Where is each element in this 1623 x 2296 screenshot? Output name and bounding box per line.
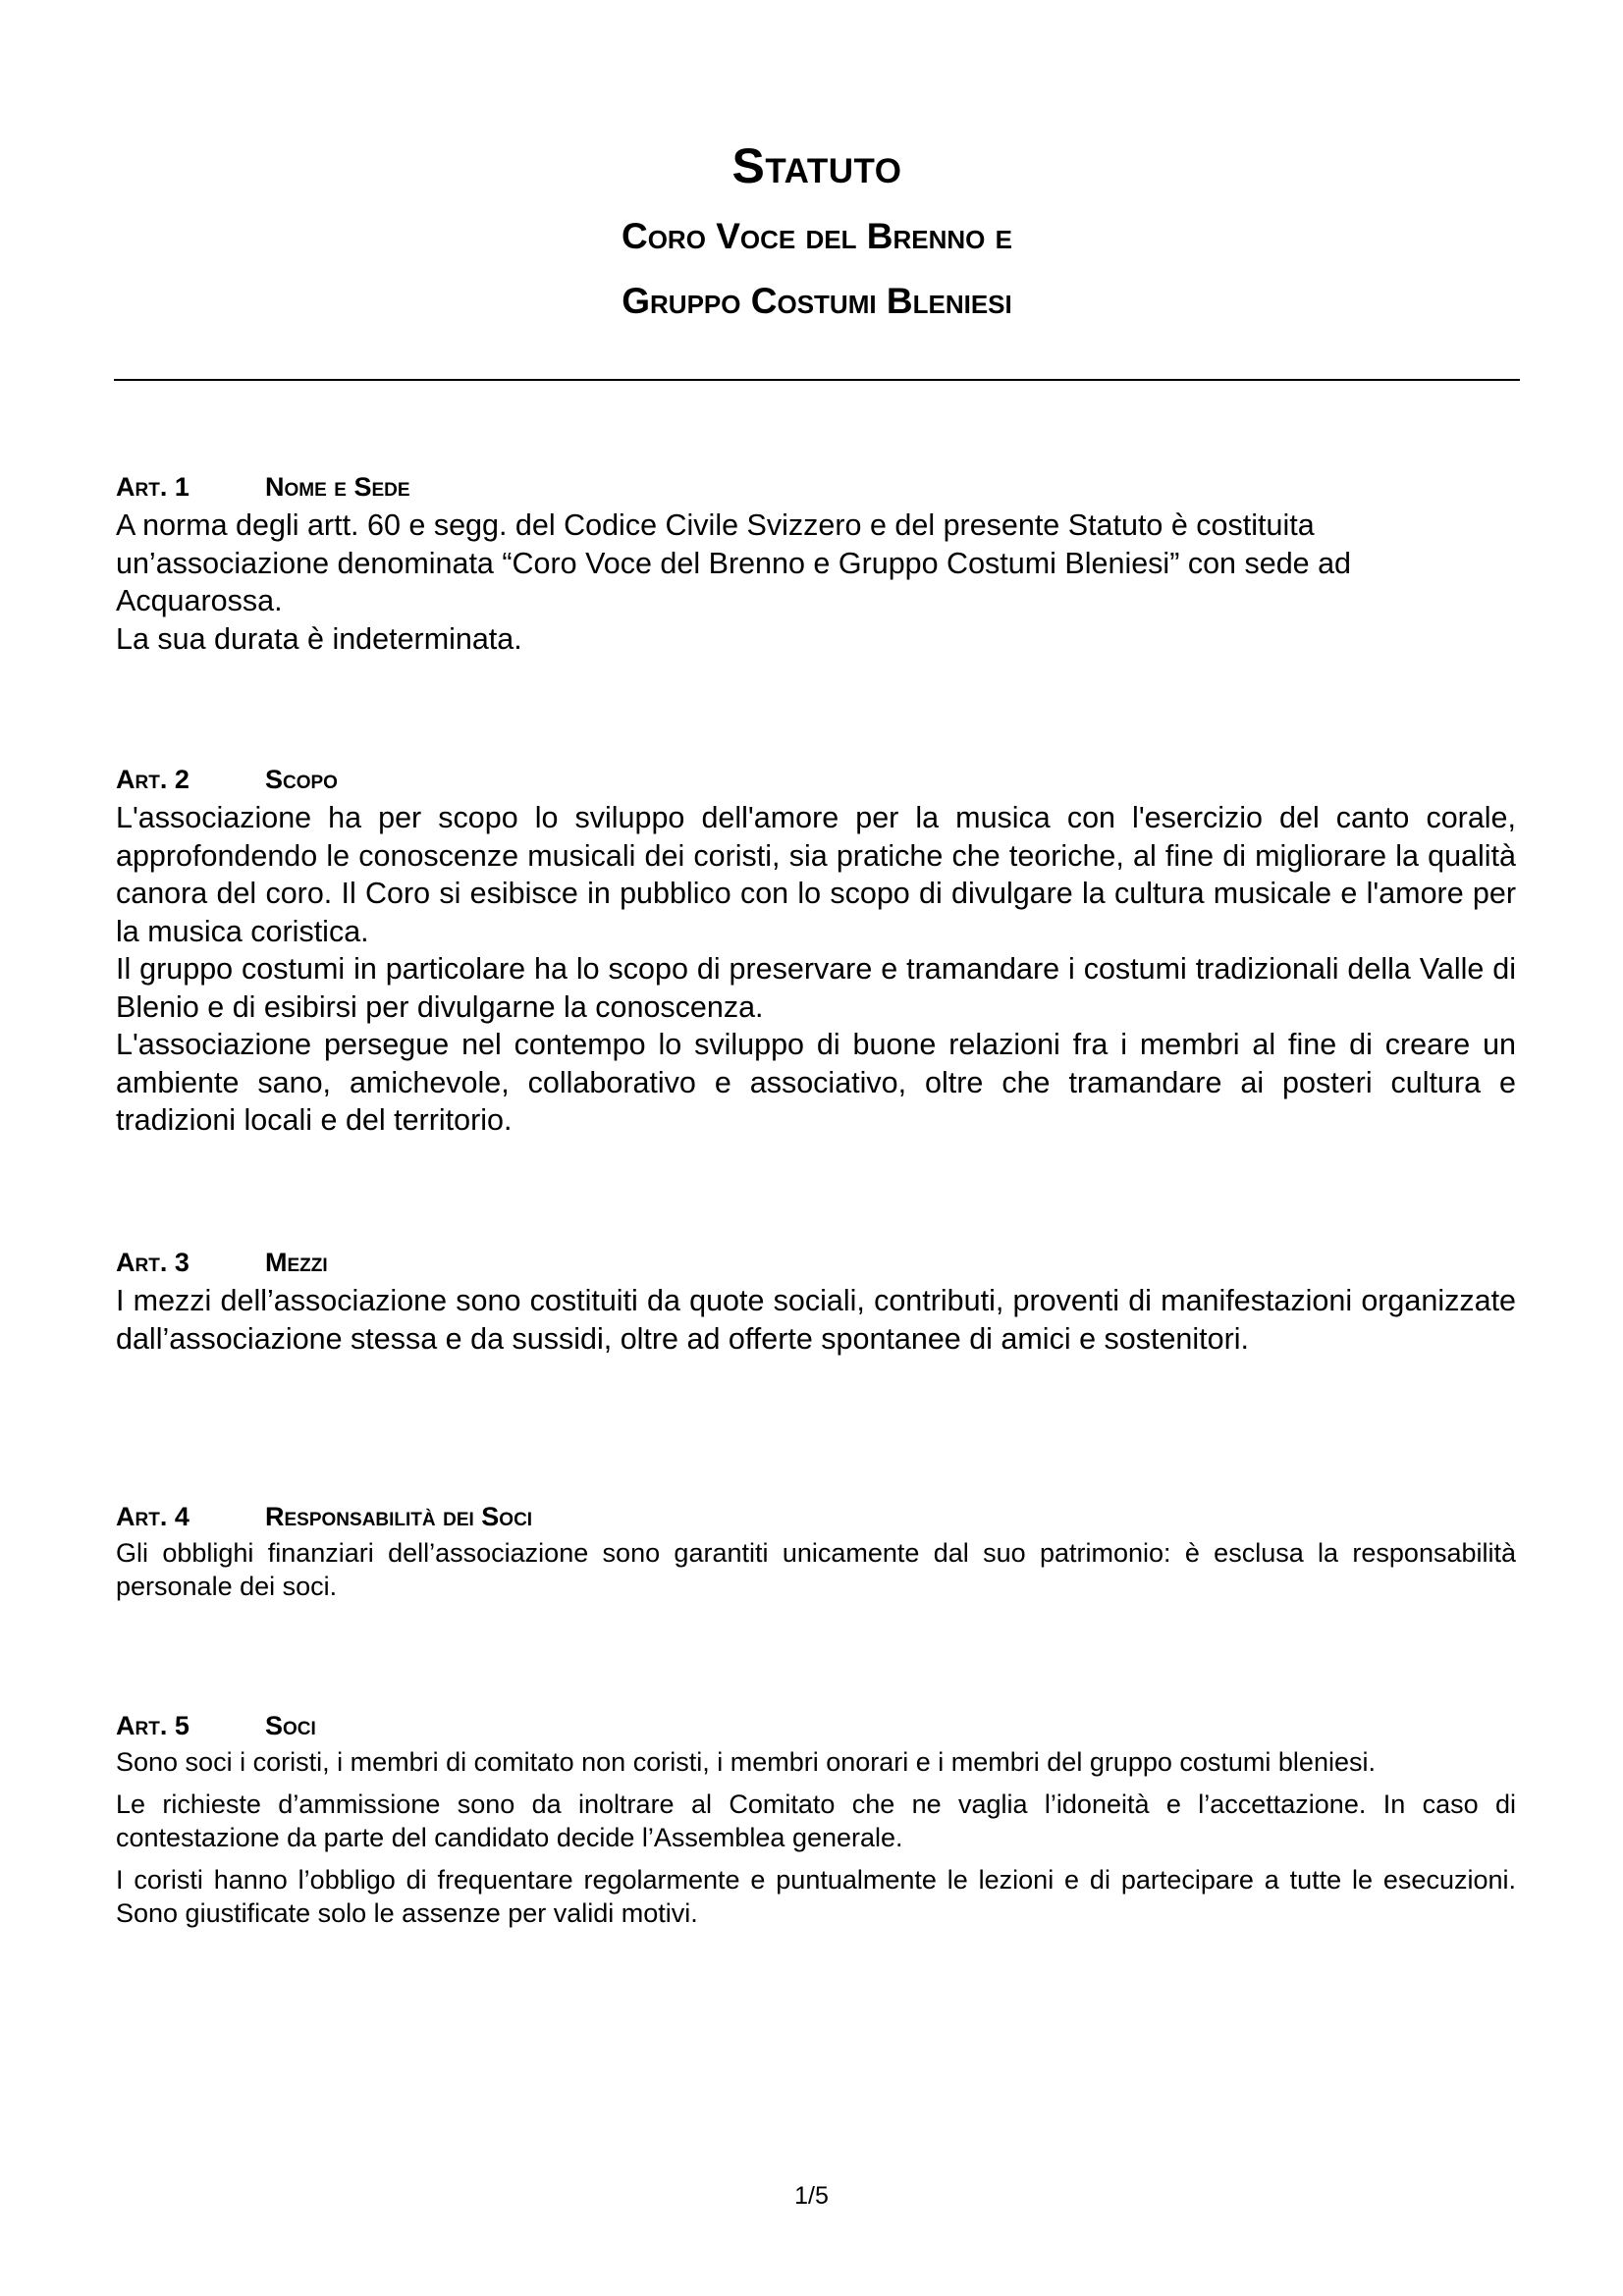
article-number: Art. 2 [116, 765, 189, 794]
article-number: Art. 3 [116, 1248, 189, 1277]
article-title: Nome e Sede [265, 472, 410, 502]
article-paragraph: A norma degli artt. 60 e segg. del Codice Civile Svizzero e del presente Statuto è costituita un’associazione denominata “Coro Voce del Brenno e Gruppo Costumi Bleniesi” con sede ad Acquarossa. [116, 508, 1352, 617]
article-paragraph: Il gruppo costumi in particolare ha lo scopo di preservare e tramandare i costumi tradizionali della Valle di Blenio e di esibirsi per divulgarne la conoscenza. [116, 952, 1516, 1024]
article-4 [116, 1497, 1516, 1603]
article-title: Scopo [265, 765, 338, 794]
article-title: Soci [265, 1711, 316, 1740]
title-divider [114, 379, 1520, 381]
article-paragraph: La sua durata è indeterminata. [116, 621, 522, 656]
document-subtitle-line-1: Coro Voce del Brenno e [621, 216, 1013, 256]
article-body [116, 1536, 1516, 1603]
article-title: Mezzi [265, 1248, 328, 1277]
article-body [116, 799, 1516, 1140]
article-number: Art. 5 [116, 1711, 189, 1740]
article-body [116, 507, 1516, 658]
document-subtitle-line-2: Gruppo Costumi Bleniesi [622, 281, 1012, 321]
article-paragraph: Le richieste d’ammissione sono da inoltrare al Comitato che ne vaglia l’idoneità e l’accettazione. In caso di contestazione da parte del candidato decide l’Assemblea generale. [116, 1789, 1516, 1852]
article-paragraph: Sono soci i coristi, i membri di comitato non coristi, i membri onorari e i membri del gruppo costumi bleniesi. [116, 1747, 1376, 1777]
article-3 [116, 1243, 1516, 1358]
title-block [114, 128, 1520, 334]
document-title: Statuto [731, 138, 902, 193]
article-5 [116, 1706, 1516, 1930]
article-heading [116, 1243, 1516, 1282]
article-paragraph: Gli obblighi finanziari dell’associazione sono garantiti unicamente dal suo patrimonio: è esclusa la responsabilità personale dei soci. [116, 1538, 1516, 1601]
article-body [116, 1745, 1516, 1930]
page-number: 1/5 [794, 2182, 829, 2210]
article-body [116, 1282, 1516, 1358]
article-heading [116, 760, 1516, 799]
article-paragraph: L'associazione persegue nel contempo lo sviluppo di buone relazioni fra i membri al fine di creare un ambiente sano, amichevole, collaborativo e associativo, oltre che tramandare ai posteri cultura e tradizioni locali e del territorio. [116, 1028, 1516, 1137]
article-heading [116, 467, 1516, 507]
article-heading [116, 1706, 1516, 1745]
article-heading [116, 1497, 1516, 1536]
article-title: Responsabilità dei Soci [265, 1502, 533, 1531]
article-paragraph: I mezzi dell’associazione sono costituiti da quote sociali, contributi, proventi di manifestazioni organizzate dall’associazione stessa e da sussidi, oltre ad offerte spontanee di amici e sostenitori. [116, 1284, 1516, 1356]
article-number: Art. 1 [116, 472, 189, 502]
article-paragraph: I coristi hanno l’obbligo di frequentare regolarmente e puntualmente le lezioni e di partecipare a tutte le esecuzioni. Sono giustificate solo le assenze per validi motivi. [116, 1865, 1516, 1928]
article-paragraph: L'associazione ha per scopo lo sviluppo dell'amore per la musica con l'esercizio del canto corale, approfondendo le conoscenze musicali dei coristi, sia pratiche che teoriche, al fine di migliorare la qualità canora del coro. Il Coro si esibisce in pubblico con lo scopo di divulgare la cultura musicale e l'amore per la musica coristica. [116, 801, 1516, 948]
article-2 [116, 760, 1516, 1140]
article-number: Art. 4 [116, 1502, 189, 1531]
article-1 [116, 467, 1516, 658]
